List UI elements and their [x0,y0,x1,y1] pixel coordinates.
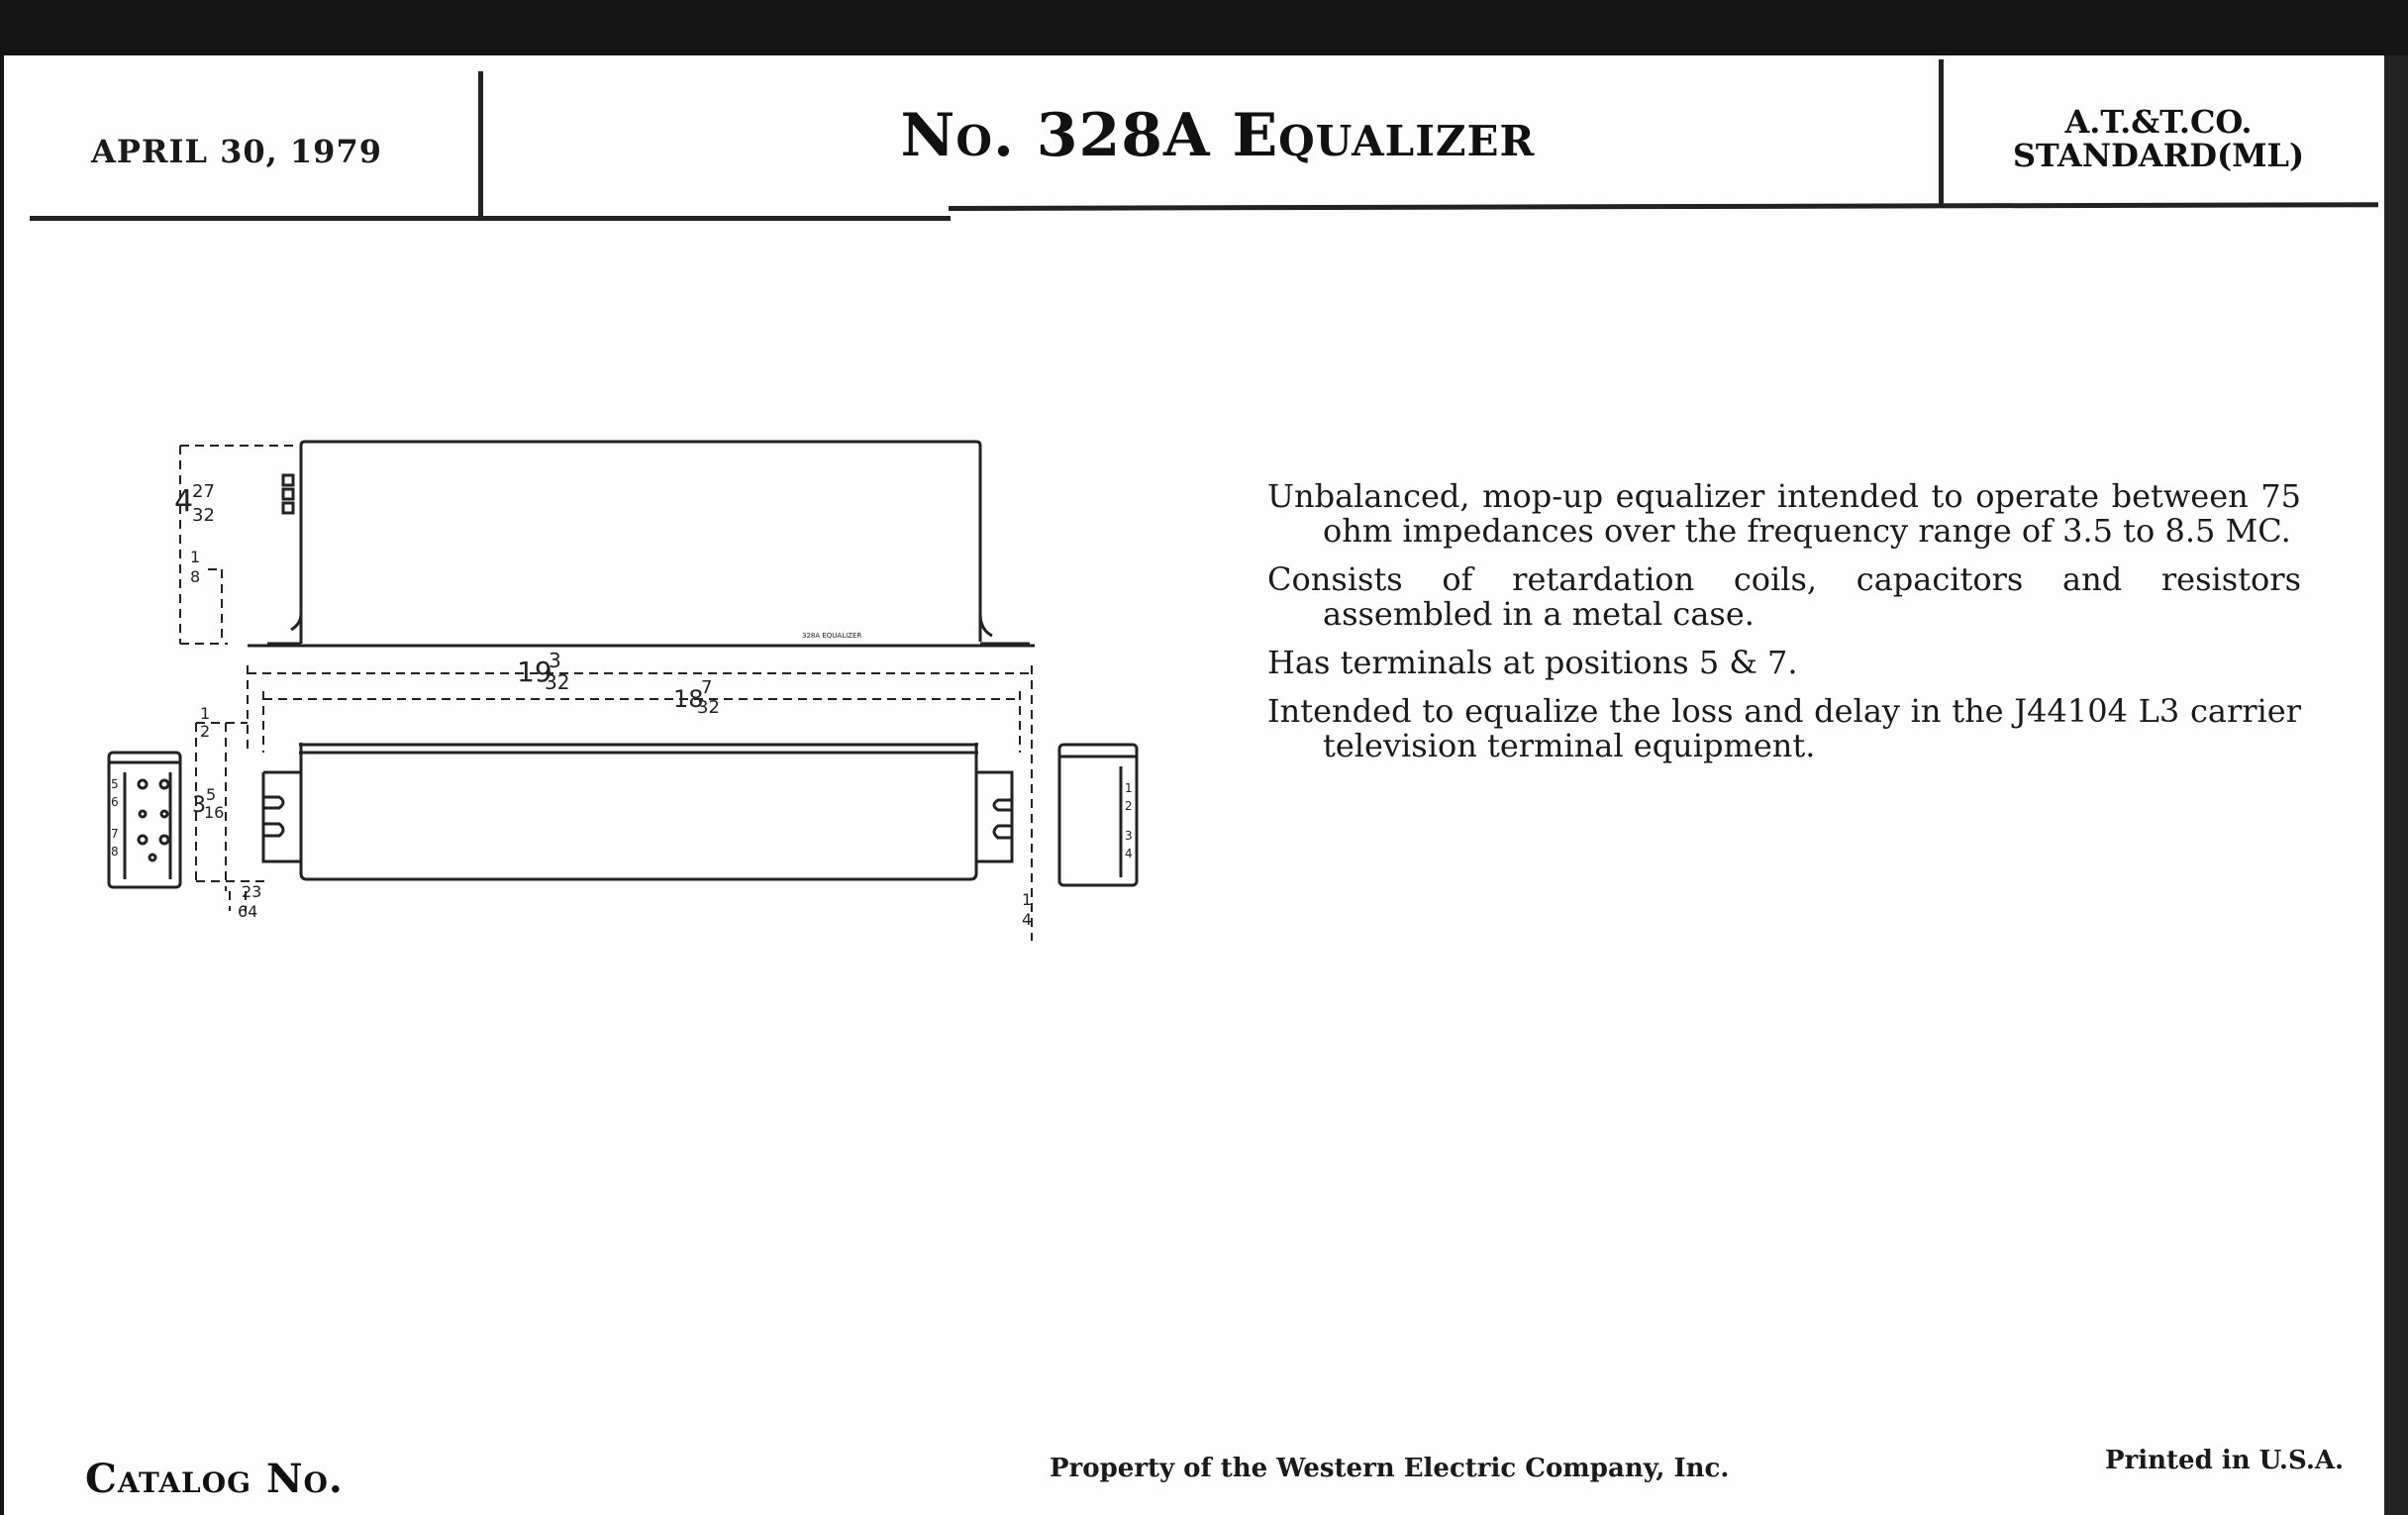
left-terminal-1: 5 [111,777,119,791]
catalog-number-label: Catalog No. [85,1456,344,1502]
description-paragraph: Unbalanced, mop-up equalizer intended to operate between 75 ohm impedances over the frequency range of 3.5 to 8.5 MC. [1267,477,2301,550]
property-notice: Property of the Western Electric Company, Inc. [1050,1454,1730,1483]
description [1267,479,2301,777]
top-num: 1 [200,704,211,723]
right-terminal-3: 3 [1125,829,1133,843]
nameplate-text: 328A EQUALIZER [802,632,862,640]
foot-den: 8 [190,567,201,586]
right-end-plate [1059,745,1137,885]
top-den: 2 [200,722,211,741]
header-underline-left [30,216,951,221]
card-edge-shadow [2384,55,2408,1515]
bottom-den: 64 [238,902,258,921]
right-terminal-2: 2 [1125,799,1133,813]
overall-whole: 19 [517,656,552,688]
body-num: 7 [701,677,713,698]
left-terminal-2: 6 [111,795,119,809]
height-whole: 4 [174,484,194,519]
body-whole: 18 [673,685,704,713]
standard-line-1: A.T.&T.CO. [2064,103,2253,141]
side-num: 5 [206,785,217,804]
header-divider-right [1939,59,1944,208]
header-divider-left [478,71,483,218]
issue-date: APRIL 30, 1979 [91,133,382,170]
right-terminal-4: 4 [1125,847,1133,860]
bottom-num: 23 [242,882,262,901]
body-den: 32 [697,697,720,718]
left-terminal-3: 7 [111,827,119,841]
page-title: No. 328A Equalizer [900,101,1536,170]
equalizer-drawing [89,426,1178,941]
right-terminal-1: 1 [1125,781,1133,795]
side-den: 16 [204,803,225,822]
height-num: 27 [192,481,215,502]
description-paragraph: Intended to equalize the loss and delay in the J44104 L3 carrier television terminal equipment. [1267,692,2301,764]
right-num: 1 [1022,890,1033,909]
left-end-plate [109,753,180,887]
right-den: 4 [1022,910,1033,929]
side-view [248,442,1035,646]
overall-den: 32 [545,670,570,694]
overall-num: 3 [549,649,561,672]
front-view [263,743,1012,879]
description-paragraph: Consists of retardation coils, capacitors and resistors assembled in a metal case. [1267,560,2301,633]
height-den: 32 [192,505,215,526]
left-terminal-4: 8 [111,845,119,858]
side-whole: 3 [192,793,206,818]
foot-num: 1 [190,548,201,566]
description-paragraph: Has terminals at positions 5 & 7. [1267,644,1798,681]
standard-line-2: STANDARD(ML) [2012,137,2305,174]
standard-block [1970,105,2347,172]
printed-in-label: Printed in U.S.A. [2105,1446,2345,1475]
